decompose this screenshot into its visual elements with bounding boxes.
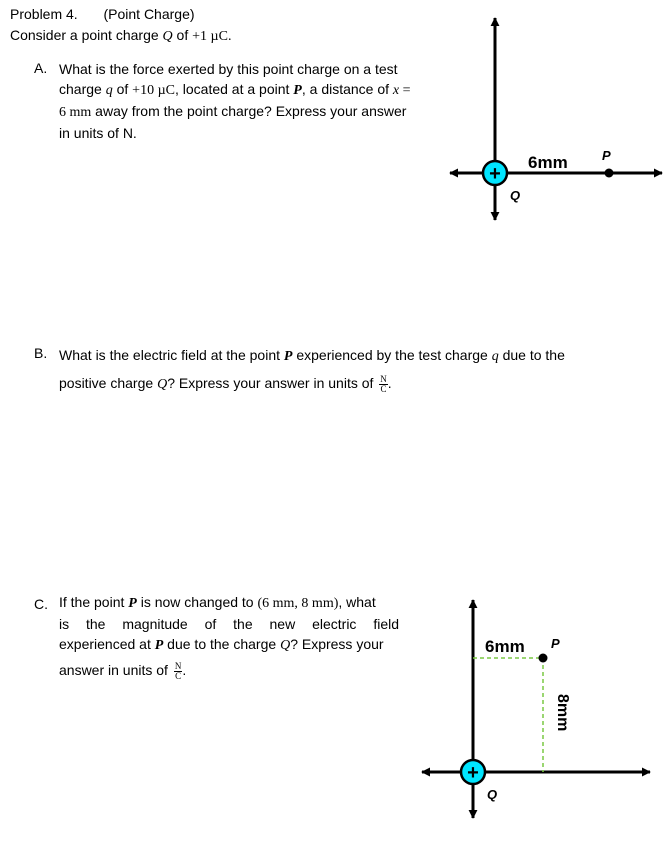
part-c-l3-b: due to the charge [163,636,281,652]
part-b-frac-num: N [380,373,387,384]
part-c-l1-a: If the point [59,594,129,610]
part-a-letter: A. [34,60,48,76]
part-a-q: q [105,83,113,98]
part-a-l3-rest: away from the point charge? Express your answer [91,103,407,119]
part-c-line-4 [59,660,399,681]
part-c-line-1 [59,592,399,614]
part-b-Q: Q [157,377,168,392]
part-c-word: magnitude [122,616,188,632]
part-a-q-value: +10 µC [132,83,175,98]
d2-charge-sign: + [467,762,479,784]
d2-point-label: P [551,636,560,651]
part-a-line-1: What is the force exerted by this point charge on a test [59,61,398,77]
part-a-x: x [392,83,400,98]
d1-distance-label: 6mm [528,153,568,172]
part-c-line-3 [59,634,399,656]
d1-point-label: P [602,148,611,163]
part-c-line-2 [59,614,399,634]
part-b-end: . [387,375,392,391]
part-a-l2-c: , located at a point [174,81,294,97]
part-b-l1-c: due to the [498,347,565,363]
intro-symbol: Q [162,29,173,44]
d1-point-p [605,169,614,178]
part-b-text [59,342,565,398]
part-a-p: P [293,83,302,98]
part-a-distance: 6 mm [59,105,92,120]
part-c-l1-c: , what [338,594,376,610]
part-c-p: P [128,596,137,611]
part-b-frac-den: C [380,383,387,394]
part-c-l1-b: is now changed to [136,594,258,610]
part-a-l2-b: of [112,81,133,97]
d1-charge-label: Q [510,188,521,203]
part-c-word: new [269,616,296,632]
part-c-l4-a: answer in units of [59,662,172,678]
part-b-l1-a: What is the electric field at the point [59,347,284,363]
part-c-word: is [59,616,70,632]
part-b-line-1 [59,342,565,370]
part-b-letter: B. [34,345,48,361]
part-c-frac-num: N [174,660,182,671]
part-a-text [59,59,411,143]
part-b-unit-fraction [379,375,388,394]
problem-heading [10,6,195,22]
part-c-Q: Q [280,638,291,653]
part-b-p: P [283,349,293,364]
intro-value: +1 µC. [192,29,232,44]
part-c-l3-p: P [154,638,164,653]
part-b-l2-a: positive charge [59,375,158,391]
part-c-l3-a: experienced at [59,636,155,652]
part-c-text [59,592,399,681]
part-c-frac-den: C [175,670,182,681]
part-c-word: of [204,616,217,632]
part-c-word: field [373,616,399,632]
part-a-line-3 [59,101,411,123]
problem-intro [10,27,231,45]
diagram-2 [410,592,668,832]
part-c-end: . [182,662,187,678]
part-a-l2-a: charge [59,81,106,97]
part-b-l2-b: ? Express your answer in units of [167,375,378,391]
part-a-line-4: in units of N. [59,125,137,141]
part-c-letter: C. [34,596,48,612]
part-c-word: the [86,616,106,632]
part-a-l2-d: , a distance of [301,81,393,97]
part-a-eq: = [399,83,411,98]
part-c-word: electric [312,616,357,632]
d1-charge-sign: + [489,163,501,185]
intro-text: Consider a point charge [10,27,163,43]
problem-topic: (Point Charge) [103,6,195,22]
part-b-q: q [491,349,499,364]
part-c-l3-c: ? Express your [290,636,384,652]
diagram-1 [430,8,670,230]
part-c-word: the [233,616,253,632]
part-c-coord: (6 mm, 8 mm) [257,596,339,611]
d2-charge-label: Q [487,787,498,802]
part-a-line-2 [59,79,411,101]
intro-of: of [172,27,193,43]
part-b-line-2 [59,370,565,398]
problem-number: Problem 4. [10,6,78,22]
d2-point-p [539,654,548,663]
part-b-l1-b: experienced by the test charge [292,347,492,363]
d2-y-label: 8mm [554,694,571,732]
d2-x-label: 6mm [485,637,525,656]
